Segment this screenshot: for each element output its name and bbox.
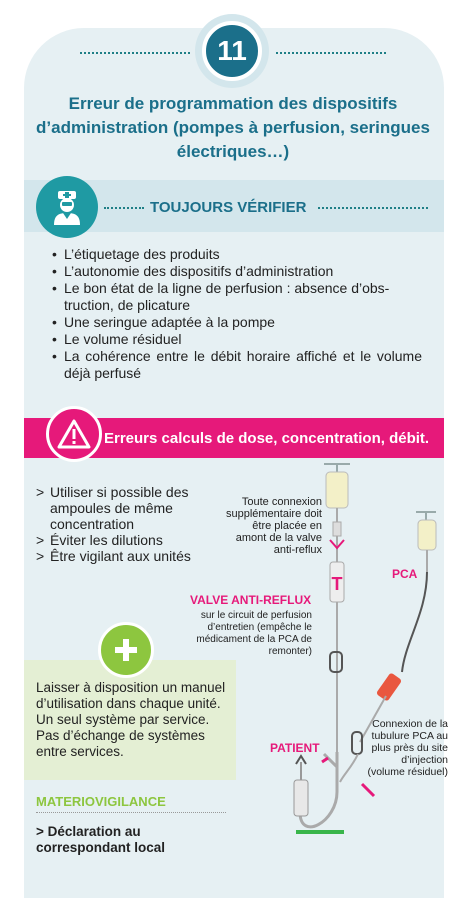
number-badge (195, 14, 269, 88)
pca-connector (376, 672, 402, 701)
materiovigilance-divider (36, 812, 226, 813)
list-item: • Le bon état de la ligne de perfusion : absence d’obs-truction, de plicature (50, 280, 422, 314)
nurse-icon (36, 176, 98, 238)
pca-bag (418, 520, 436, 550)
advice-text: Laisser à disposition un manuel d’utilisation dans chaque unité. Un seul système par service. Pas d’échange de systèmes entre services. (36, 680, 226, 759)
list-item: > Utiliser si possible des ampoules de même concentration (36, 484, 236, 532)
residual-arrow (362, 784, 374, 796)
list-item: • L’autonomie des dispositifs d’administration (50, 263, 422, 280)
verify-divider-left (104, 207, 144, 209)
valve-note: sur le circuit de perfusion d’entretien (empêche le médicament de la PCA de remonter) (196, 610, 312, 657)
plus-icon (98, 622, 154, 678)
pca-label: PCA (392, 567, 418, 581)
number-label: 11 (202, 21, 262, 81)
valve-label: VALVE ANTI-REFLUX (190, 593, 312, 607)
main-bag (326, 472, 348, 508)
pca-line (402, 572, 427, 672)
list-item: > Éviter les dilutions (36, 532, 236, 548)
warning-icon (46, 406, 102, 462)
list-item: • Le volume résiduel (50, 331, 422, 348)
patient-label: PATIENT (270, 741, 320, 755)
verify-divider-right (318, 207, 428, 209)
pca-clamp (352, 732, 362, 754)
list-item: > Être vigilant aux unités (36, 548, 236, 564)
injection-site-marker (322, 758, 328, 762)
svg-text:T: T (331, 574, 343, 594)
list-item: • La cohérence entre le débit horaire affiché et le volume déjà perfusé (50, 348, 422, 382)
list-item: • L’étiquetage des produits (50, 246, 422, 263)
list-item: • Une seringue adaptée à la pompe (50, 314, 422, 331)
materiovigilance-heading: MATERIOVIGILANCE (36, 794, 166, 809)
patient-catheter (294, 780, 308, 816)
errors-heading: Erreurs calculs de dose, concentration, débit. (104, 430, 430, 447)
verify-heading: TOUJOURS VÉRIFIER (150, 199, 307, 216)
divider-left (80, 52, 190, 54)
tubing-note: Connexion de la tubulure PCA au plus près du site d’injection (volume résiduel) (367, 718, 448, 778)
materiovigilance-text: > Déclaration au correspondant local (36, 824, 166, 855)
green-clip (296, 830, 344, 834)
divider-right (276, 52, 386, 54)
page-title: Erreur de programmation des dispositifs d’administration (pompes à perfusion, seringues électriques…) (36, 94, 430, 161)
verify-list (50, 246, 422, 382)
errors-tips (36, 484, 236, 564)
connexion-note: Toute connexion supplémentaire doit être placée en amont de la valve anti-reflux (225, 496, 322, 556)
